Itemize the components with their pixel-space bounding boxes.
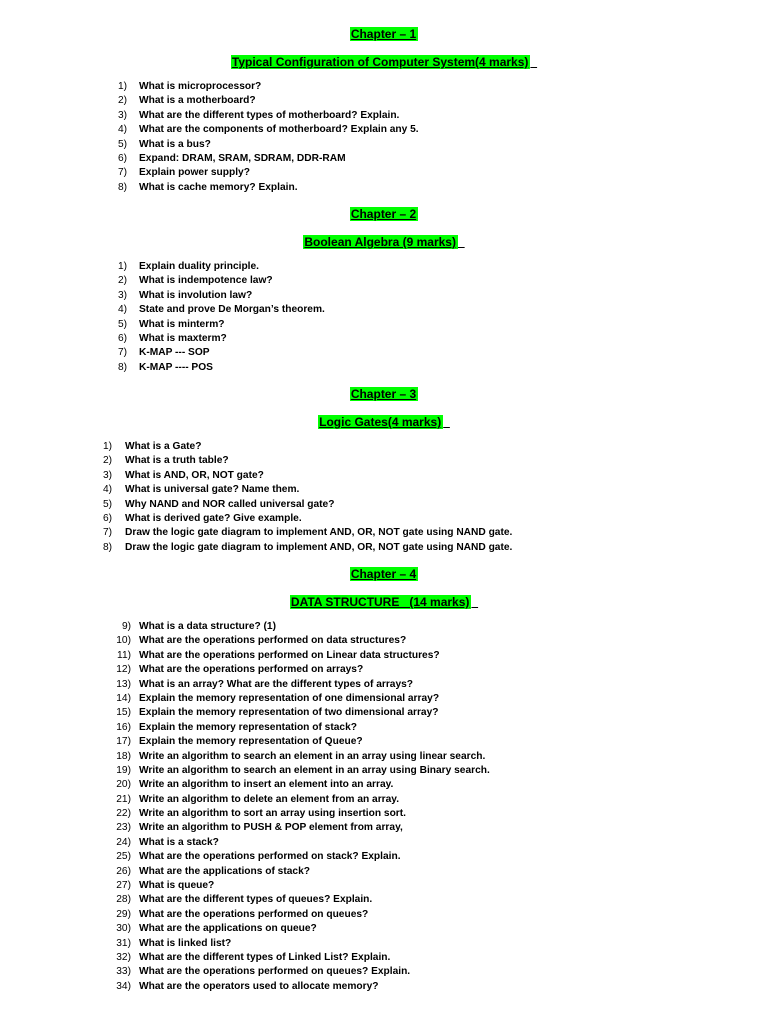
question-number: 8) xyxy=(102,541,112,553)
question-text: What is minterm? xyxy=(139,318,225,330)
question-text: What is maxterm? xyxy=(139,332,227,344)
question-number: 5) xyxy=(117,138,127,150)
question-number: 21) xyxy=(116,793,131,805)
chapter-3-question-list xyxy=(0,440,768,555)
question-text: What are the different types of motherboard? Explain. xyxy=(139,109,400,121)
question-number: 7) xyxy=(117,347,127,359)
list-item xyxy=(0,318,768,332)
question-text: K-MAP --- SOP xyxy=(139,347,210,359)
question-text: What is a truth table? xyxy=(125,455,229,467)
list-item xyxy=(0,469,768,483)
question-number: 18) xyxy=(116,750,131,762)
question-text: Explain the memory representation of one dimensional array? xyxy=(139,692,440,704)
question-number: 8) xyxy=(117,361,127,373)
question-number: 2) xyxy=(102,455,112,467)
question-number: 26) xyxy=(116,865,131,877)
list-item xyxy=(0,498,768,512)
question-text: What are the applications on queue? xyxy=(139,923,317,935)
question-text: Explain power supply? xyxy=(139,167,250,179)
question-number: 6) xyxy=(117,332,127,344)
question-text: What is queue? xyxy=(139,880,215,892)
question-number: 33) xyxy=(116,966,131,978)
question-text: Write an algorithm to sort an array using insertion sort. xyxy=(139,808,406,820)
question-text: What is a data structure? (1) xyxy=(139,621,276,632)
question-number: 7) xyxy=(102,527,112,539)
question-number: 29) xyxy=(116,908,131,920)
question-text: K-MAP ---- POS xyxy=(139,361,213,373)
list-item xyxy=(0,94,768,108)
question-number: 9) xyxy=(121,621,131,632)
list-item xyxy=(0,865,768,879)
chapter-4-question-list xyxy=(0,620,768,994)
list-item xyxy=(0,80,768,94)
question-number: 8) xyxy=(117,181,127,193)
question-number: 5) xyxy=(102,498,112,510)
question-number: 7) xyxy=(117,167,127,179)
list-item xyxy=(0,123,768,137)
question-number: 34) xyxy=(116,980,131,992)
question-number: 30) xyxy=(116,923,131,935)
question-number: 10) xyxy=(116,635,131,647)
question-text: What are the applications of stack? xyxy=(139,865,310,877)
question-text: Draw the logic gate diagram to implement AND, OR, NOT gate using NAND gate. xyxy=(125,541,513,553)
list-item xyxy=(0,793,768,807)
question-number: 27) xyxy=(116,880,131,892)
question-text: Write an algorithm to search an element in an array using linear search. xyxy=(139,750,486,762)
list-item xyxy=(0,951,768,965)
question-text: What is derived gate? Give example. xyxy=(125,512,302,524)
list-item xyxy=(0,620,768,634)
question-text: Explain the memory representation of stack? xyxy=(139,721,357,733)
question-text: Explain the memory representation of two dimensional array? xyxy=(139,707,439,719)
list-item xyxy=(0,289,768,303)
list-item xyxy=(0,454,768,468)
list-item xyxy=(0,526,768,540)
question-number: 22) xyxy=(116,808,131,820)
question-text: What are the operations performed on data structures? xyxy=(139,635,407,647)
list-item xyxy=(0,735,768,749)
question-number: 11) xyxy=(117,649,131,661)
list-item xyxy=(0,750,768,764)
chapter-2-title: Chapter – 2 xyxy=(350,207,417,221)
question-text: What is a bus? xyxy=(139,138,211,150)
question-number: 3) xyxy=(117,289,127,301)
question-text: Expand: DRAM, SRAM, SDRAM, DDR-RAM xyxy=(139,152,346,164)
question-number: 1) xyxy=(102,441,112,452)
chapter-3-subtitle: Logic Gates(4 marks) xyxy=(319,415,442,429)
chapter-1-question-list xyxy=(0,80,768,195)
list-item xyxy=(0,937,768,951)
list-item xyxy=(0,678,768,692)
question-text: What are the operations performed on queues? xyxy=(139,908,369,920)
list-item xyxy=(0,346,768,360)
question-number: 1) xyxy=(117,81,127,92)
question-number: 16) xyxy=(116,721,131,733)
question-number: 13) xyxy=(116,678,131,690)
list-item xyxy=(0,152,768,166)
chapter-2-question-list xyxy=(0,260,768,375)
question-text: Why NAND and NOR called universal gate? xyxy=(125,498,335,510)
list-item xyxy=(0,807,768,821)
question-number: 2) xyxy=(117,95,127,107)
question-text: What is involution law? xyxy=(139,289,253,301)
question-number: 14) xyxy=(116,692,131,704)
question-text: Write an algorithm to PUSH & POP element from array, xyxy=(139,822,403,834)
question-text: What are the operators used to allocate memory? xyxy=(139,980,379,992)
question-number: 2) xyxy=(117,275,127,287)
chapter-4-title: Chapter – 4 xyxy=(350,567,417,581)
question-number: 3) xyxy=(117,109,127,121)
list-item xyxy=(0,721,768,735)
question-text: What are the operations performed on Linear data structures? xyxy=(139,649,440,661)
question-number: 24) xyxy=(116,836,131,848)
list-item xyxy=(0,483,768,497)
question-text: What are the components of motherboard? Explain any 5. xyxy=(139,124,419,136)
question-number: 19) xyxy=(116,764,131,776)
question-number: 4) xyxy=(117,124,127,136)
list-item xyxy=(0,274,768,288)
question-text: What is cache memory? Explain. xyxy=(139,181,298,193)
list-item xyxy=(0,166,768,180)
list-item xyxy=(0,836,768,850)
list-item xyxy=(0,109,768,123)
question-number: 28) xyxy=(116,894,131,906)
question-number: 23) xyxy=(116,822,131,834)
chapter-3-title: Chapter – 3 xyxy=(350,387,417,401)
question-text: What are the different types of queues? Explain. xyxy=(139,894,373,906)
question-number: 3) xyxy=(102,469,112,481)
question-text: What is an array? What are the different types of arrays? xyxy=(139,678,414,690)
list-item xyxy=(0,181,768,195)
question-number: 4) xyxy=(102,484,112,496)
question-number: 12) xyxy=(116,664,131,676)
list-item xyxy=(0,332,768,346)
question-text: What is AND, OR, NOT gate? xyxy=(125,469,264,481)
list-item xyxy=(0,260,768,274)
list-item xyxy=(0,634,768,648)
list-item xyxy=(0,649,768,663)
chapter-2-subtitle: Boolean Algebra (9 marks) xyxy=(304,235,456,249)
question-number: 1) xyxy=(117,261,127,272)
list-item xyxy=(0,440,768,454)
question-text: Draw the logic gate diagram to implement AND, OR, NOT gate using NAND gate. xyxy=(125,527,513,539)
list-item xyxy=(0,778,768,792)
list-item xyxy=(0,850,768,864)
question-text: What is linked list? xyxy=(139,937,232,949)
question-number: 15) xyxy=(116,707,131,719)
list-item xyxy=(0,980,768,994)
list-item xyxy=(0,361,768,375)
list-item xyxy=(0,138,768,152)
question-text: What are the different types of Linked List? Explain. xyxy=(139,951,391,963)
question-text: What is microprocessor? xyxy=(139,81,262,92)
question-text: What are the operations performed on queues? Explain. xyxy=(139,966,411,978)
question-text: What is a motherboard? xyxy=(139,95,256,107)
question-text: Write an algorithm to insert an element into an array. xyxy=(139,779,394,791)
question-number: 31) xyxy=(116,937,131,949)
question-text: What is a Gate? xyxy=(125,441,202,452)
list-item xyxy=(0,706,768,720)
list-item xyxy=(0,821,768,835)
question-number: 5) xyxy=(117,318,127,330)
question-text: What is a stack? xyxy=(139,836,219,848)
question-text: Explain duality principle. xyxy=(139,261,260,272)
list-item xyxy=(0,965,768,979)
question-number: 32) xyxy=(116,951,131,963)
list-item xyxy=(0,663,768,677)
question-number: 25) xyxy=(116,851,131,863)
question-number: 6) xyxy=(117,152,127,164)
question-number: 17) xyxy=(116,736,131,748)
chapter-4-subtitle: DATA STRUCTURE (14 marks) xyxy=(290,595,470,609)
question-number: 4) xyxy=(117,304,127,316)
question-text: Write an algorithm to delete an element from an array. xyxy=(139,793,400,805)
question-number: 6) xyxy=(102,512,112,524)
question-text: Explain the memory representation of Queue? xyxy=(139,736,363,748)
question-text: Write an algorithm to search an element in an array using Binary search. xyxy=(139,764,490,776)
chapter-1-subtitle: Typical Configuration of Computer System(4 marks) xyxy=(231,55,529,69)
list-item xyxy=(0,512,768,526)
list-item xyxy=(0,692,768,706)
list-item xyxy=(0,908,768,922)
list-item xyxy=(0,764,768,778)
question-text: What is universal gate? Name them. xyxy=(125,484,300,496)
question-text: What are the operations performed on arrays? xyxy=(139,664,364,676)
question-text: State and prove De Morgan’s theorem. xyxy=(139,304,325,316)
list-item xyxy=(0,893,768,907)
list-item xyxy=(0,541,768,555)
chapter-1-title: Chapter – 1 xyxy=(350,27,417,41)
question-number: 20) xyxy=(116,779,131,791)
list-item xyxy=(0,879,768,893)
question-text: What is indempotence law? xyxy=(139,275,273,287)
list-item xyxy=(0,303,768,317)
list-item xyxy=(0,922,768,936)
question-text: What are the operations performed on stack? Explain. xyxy=(139,851,401,863)
